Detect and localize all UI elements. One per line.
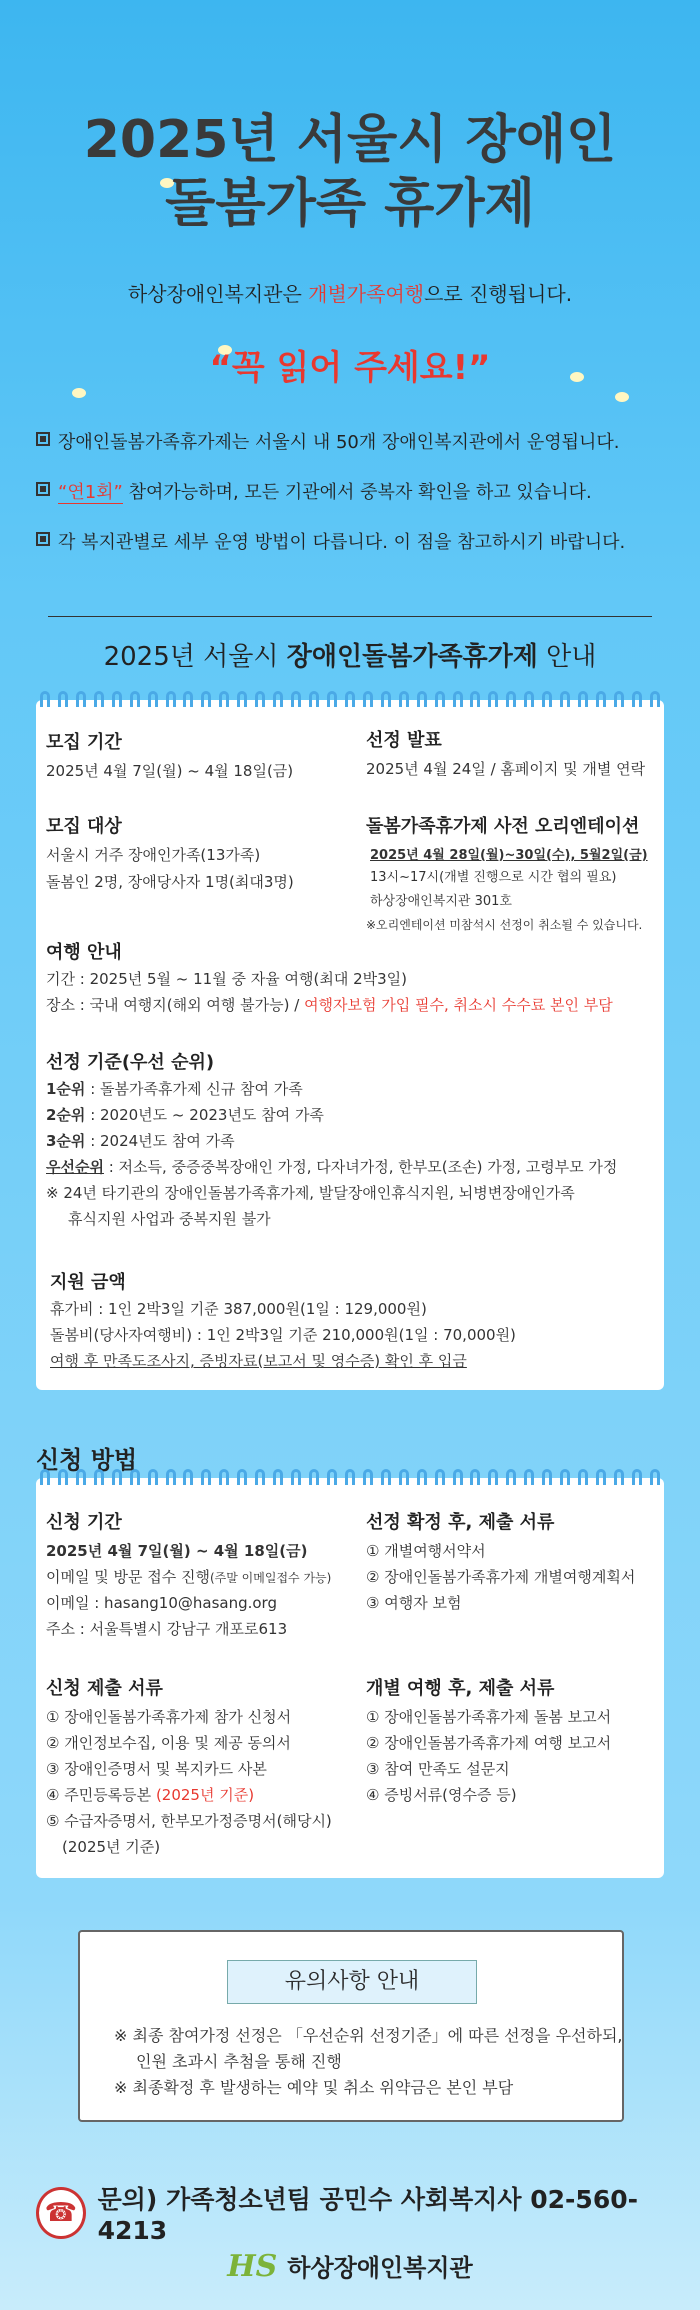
notice-line: ※ 최종 참여가정 선정은 「우선순위 선정기준」에 따른 선정을 우선하되, [114, 2026, 623, 2045]
target-line: 돌봄인 2명, 장애당사자 1명(최대3명) [46, 873, 294, 891]
spiral-binding [36, 691, 664, 711]
phone-icon: ☎ [36, 2187, 86, 2239]
criteria-note: ※ 24년 타기관의 장애인돌봄가족휴가제, 발달장애인휴식지원, 뇌병변장애인가족 [46, 1184, 575, 1202]
bullet-item: 각 복지관별로 세부 운영 방법이 다릅니다. 이 점을 참고하시기 바랍니다. [36, 528, 676, 578]
fund-line: 돌봄비(당사자여행비) : 1인 2박3일 기준 210,000원(1일 : 70,000원) [50, 1326, 516, 1344]
doc-item: ④ 주민등록등본 (2025년 기준) [46, 1786, 255, 1804]
subtitle: 하상장애인복지관은 개별가족여행으로 진행됩니다. [127, 282, 573, 306]
fund-heading: 지원 금액 [50, 1272, 126, 1293]
announce-heading: 선정 발표 [366, 730, 442, 751]
doc-item: ① 장애인돌봄가족휴가제 참가 신청서 [46, 1708, 292, 1726]
criteria-heading: 선정 기준(우선 순위) [46, 1052, 215, 1073]
notice-title: 유의사항 안내 [227, 1960, 477, 2004]
fund-line: 휴가비 : 1인 2박3일 기준 387,000원(1일 : 129,000원) [50, 1300, 427, 1318]
apply-period-heading: 신청 기간 [46, 1512, 122, 1533]
apply-period: 2025년 4월 7일(월) ~ 4월 18일(금) [46, 1542, 308, 1560]
apply-heading: 신청 방법 [36, 1446, 138, 1474]
after-docs-heading: 개별 여행 후, 제출 서류 [366, 1678, 555, 1699]
doc-item: ④ 증빙서류(영수증 등) [366, 1786, 517, 1804]
confirm-docs-heading: 선정 확정 후, 제출 서류 [366, 1512, 555, 1533]
criteria-note: 휴식지원 사업과 중복지원 불가 [68, 1210, 271, 1228]
doc-item: ③ 여행자 보험 [366, 1594, 462, 1612]
criteria-item: 2순위 : 2020년도 ~ 2023년도 참여 가족 [46, 1106, 324, 1124]
target-heading: 모집 대상 [46, 816, 122, 837]
doc-item: ② 장애인돌봄가족휴가제 여행 보고서 [366, 1734, 612, 1752]
notice-line: ※ 최종확정 후 발생하는 예약 및 취소 위약금은 본인 부담 [114, 2078, 514, 2097]
doc-item: ③ 장애인증명서 및 복지카드 사본 [46, 1760, 267, 1778]
target-line: 서울시 거주 장애인가족(13가족) [46, 846, 261, 864]
orientation-heading: 돌봄가족휴가제 사전 오리엔테이션 [366, 816, 640, 837]
recruit-period: 2025년 4월 7일(월) ~ 4월 18일(금) [46, 762, 294, 780]
trip-period: 기간 : 2025년 5월 ~ 11월 중 자율 여행(최대 2박3일) [46, 970, 407, 988]
apply-email: 이메일 : hasang10@hasang.org [46, 1594, 277, 1612]
spiral-binding [36, 1469, 664, 1489]
divider [48, 616, 652, 617]
criteria-item: 3순위 : 2024년도 참여 가족 [46, 1132, 235, 1150]
trip-heading: 여행 안내 [46, 942, 122, 963]
announce: 2025년 4월 24일 / 홈페이지 및 개별 연락 [366, 760, 646, 778]
guide-heading: 2025년 서울시 장애인돌봄가족휴가제 안내 [103, 642, 597, 672]
orientation-room: 하상장애인복지관 301호 [370, 894, 512, 909]
bullet-item: 장애인돌봄가족휴가제는 서울시 내 50개 장애인복지관에서 운영됩니다. [36, 428, 676, 478]
bullet-item: “연1회” 참여가능하며, 모든 기관에서 중복자 확인을 하고 있습니다. [36, 478, 676, 528]
page-title: 2025년 서울시 장애인 돌봄가족 휴가제 [83, 110, 617, 234]
doc-item: ① 장애인돌봄가족휴가제 돌봄 보고서 [366, 1708, 612, 1726]
apply-card [36, 1478, 664, 1878]
submit-docs-heading: 신청 제출 서류 [46, 1678, 163, 1699]
contact-line: ☎ 문의) 가족청소년팀 공민수 사회복지사 02-560-4213 [36, 2180, 676, 2245]
criteria-item: 우선순위 : 저소득, 중증중복장애인 가정, 다자녀가정, 한부모(조손) 가정, 고령부모 가정 [46, 1158, 618, 1176]
fund-payment-note: 여행 후 만족도조사지, 증빙자료(보고서 및 영수증) 확인 후 입금 [50, 1352, 467, 1370]
doc-item-note: (2025년 기준) [62, 1838, 161, 1856]
orientation-warning: ※오리엔테이션 미참석시 선정이 취소될 수 있습니다. [366, 918, 643, 932]
square-bullet-icon [36, 432, 50, 446]
notice-bullets [36, 428, 676, 578]
notice-box [78, 1930, 624, 2122]
organization-logo: HS 하상장애인복지관 [227, 2249, 473, 2284]
must-read-heading: “꼭 읽어 주세요!” [209, 348, 491, 388]
info-card [36, 700, 664, 1390]
doc-item: ③ 참여 만족도 설문지 [366, 1760, 510, 1778]
doc-item: ② 개인정보수집, 이용 및 제공 동의서 [46, 1734, 291, 1752]
petal-decoration [72, 388, 86, 398]
square-bullet-icon [36, 532, 50, 546]
apply-method: 이메일 및 방문 접수 진행(주말 이메일접수 가능) [46, 1568, 332, 1586]
orientation-time: 13시~17시(개별 진행으로 시간 협의 필요) [370, 870, 617, 885]
apply-address: 주소 : 서울특별시 강남구 개포로613 [46, 1620, 288, 1638]
orientation-date: 2025년 4월 28일(월)~30일(수), 5월2일(금) [370, 848, 648, 863]
square-bullet-icon [36, 482, 50, 496]
recruit-period-heading: 모집 기간 [46, 732, 122, 753]
doc-item: ⑤ 수급자증명서, 한부모가정증명서(해당시) [46, 1812, 332, 1830]
notice-line: 인원 초과시 추첨을 통해 진행 [136, 2052, 342, 2071]
trip-place: 장소 : 국내 여행지(해외 여행 불가능) / 여행자보험 가입 필수, 취소시 수수료 본인 부담 [46, 996, 613, 1014]
petal-decoration [615, 392, 629, 402]
doc-item: ① 개별여행서약서 [366, 1542, 486, 1560]
criteria-item: 1순위 : 돌봄가족휴가제 신규 참여 가족 [46, 1080, 303, 1098]
doc-item: ② 장애인돌봄가족휴가제 개별여행계획서 [366, 1568, 636, 1586]
